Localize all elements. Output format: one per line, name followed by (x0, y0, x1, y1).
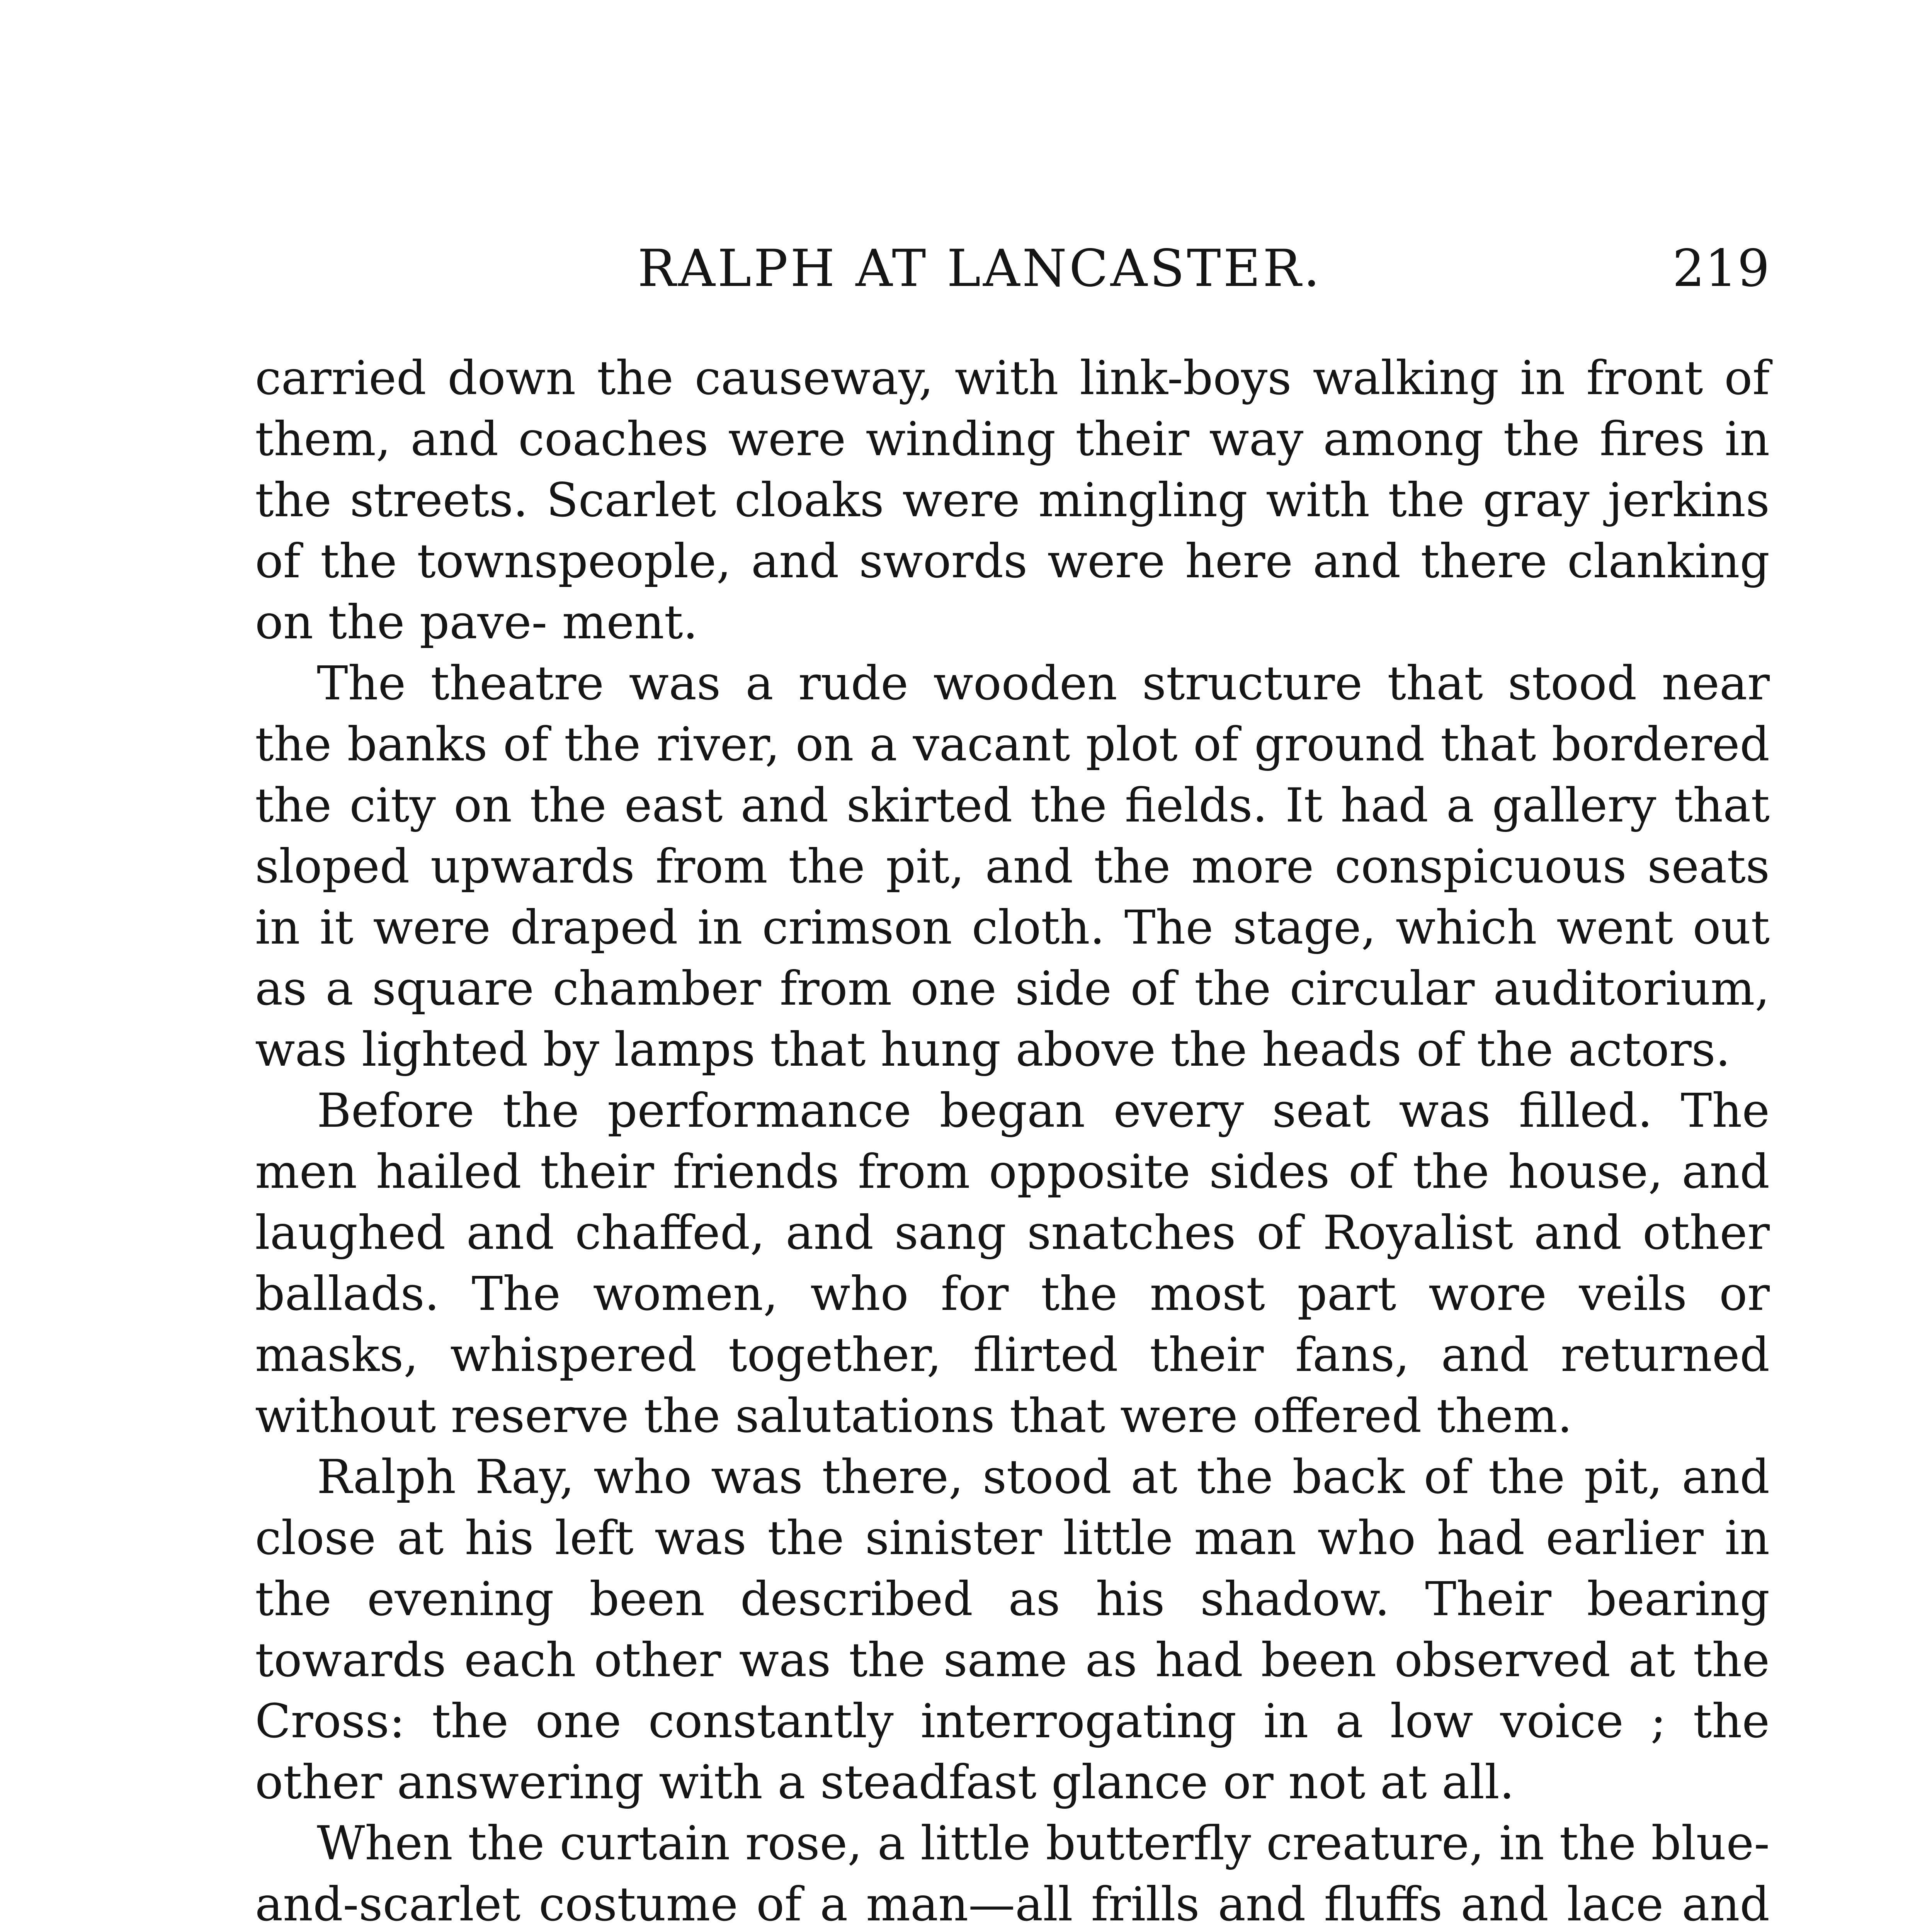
paragraph-ralph-ray: Ralph Ray, who was there, stood at the back of the pit, and close at his left was the sinister little man who had earlier in the evening been described as his shadow. Their bearing towards each other was the same as had been observed at the Cross: the one constantly interrogating in a low voice ; the other answering with a steadfast glance or not at all. (255, 1450, 1770, 1810)
running-title: RALPH AT LANCASTER. (638, 239, 1322, 298)
paragraph-continued: carried down the causeway, with link-boys walking in front of them, and coaches were winding their way among the fires in the streets. Scarlet cloaks were mingling with the gray jerkins of the townspeople, and swords were here and there clanking on the pave- ment. (255, 351, 1770, 650)
paragraph-performance: Before the performance began every seat was filled. The men hailed their friends from opposite sides of the house, and laughed and chaffed, and sang snatches of Royalist and other ballads. The women, who for the most part wore veils or masks, whispered together, flirted their fans, and returned without reserve the salutations that were offered them. (255, 1083, 1770, 1443)
paragraph-curtain: When the curtain rose, a little butterfly creature, in the blue-and-scarlet costume of a man—all frills and fluffs and lace and (255, 1816, 1770, 1932)
running-head (255, 240, 1770, 298)
body-text (255, 348, 1770, 1932)
page-number: 219 (1672, 239, 1770, 298)
paragraph-theatre: The theatre was a rude wooden structure that stood near the banks of the river, on a vacant plot of ground that bordered the city on the east and skirted the fields. It had a gallery that sloped upwards from the pit, and the more conspicuous seats in it were draped in crimson cloth. The stage, which went out as a square chamber from one side of the circular auditorium, was lighted by lamps that hung above the heads of the actors. (255, 656, 1770, 1077)
